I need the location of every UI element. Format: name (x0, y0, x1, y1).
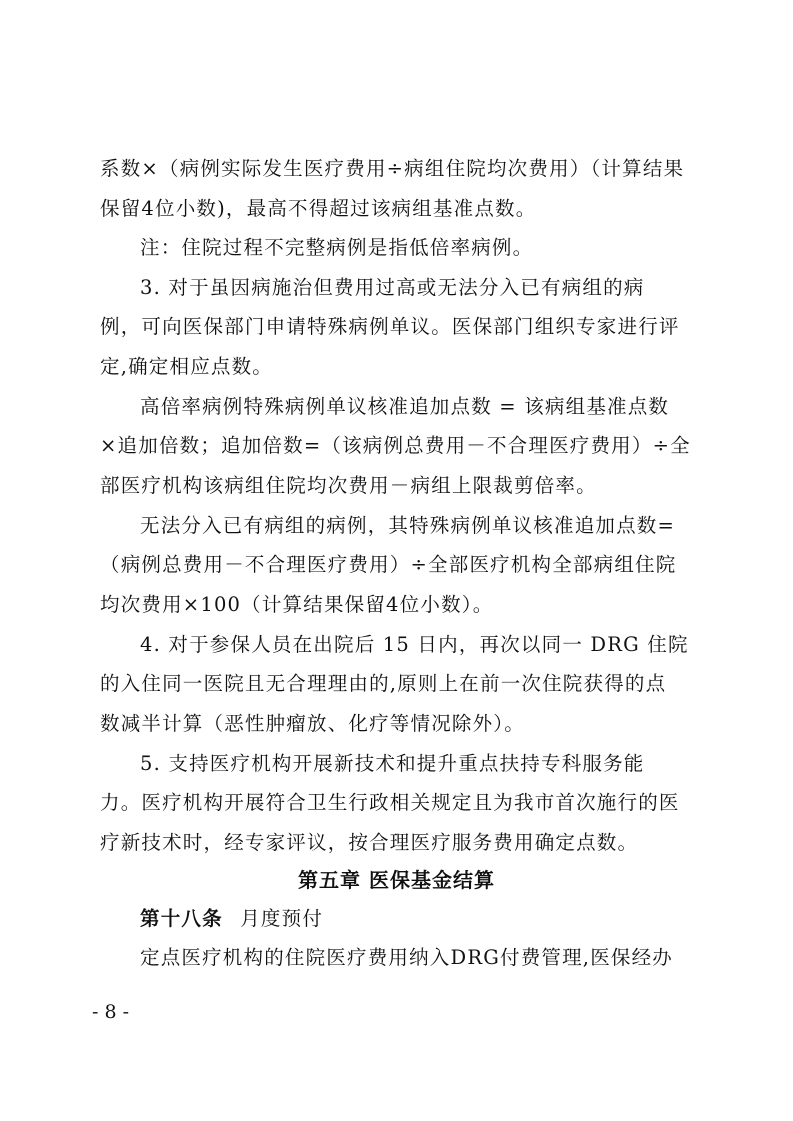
page-number: - 8 - (92, 1001, 130, 1023)
article-heading (140, 905, 700, 933)
paragraph-line: 3. 对于虽因病施治但费用过高或无法分入已有病组的病 (140, 276, 645, 299)
formula-line: 高倍率病例特殊病例单议核准追加点数 = 该病组基准点数 (140, 395, 670, 418)
paragraph-line: 的入住同一医院且无合理理由的,原则上在前一次住院获得的点 (100, 672, 667, 695)
note-line: 注：住院过程不完整病例是指低倍率病例。 (140, 236, 534, 259)
paragraph-line: 疗新技术时，经专家评议，按合理医疗服务费用确定点数。 (100, 831, 639, 854)
paragraph-line: 力。医疗机构开展符合卫生行政相关规定且为我市首次施行的医 (100, 791, 680, 814)
article-title: 月度预付 (240, 907, 324, 930)
paragraph-line: 5. 支持医疗机构开展新技术和提升重点扶持专科服务能 (140, 752, 645, 775)
paragraph-line: 4. 对于参保人员在出院后 15 日内，再次以同一 DRG 住院 (140, 633, 689, 656)
formula-line: 均次费用×100（计算结果保留4位小数）。 (100, 593, 494, 616)
chapter-heading: 第五章 医保基金结算 (298, 868, 495, 892)
paragraph-line: 数减半计算（恶性肿瘤放、化疗等情况除外）。 (100, 712, 525, 735)
paragraph-line: 定,确定相应点数。 (100, 355, 273, 378)
formula-line: ×追加倍数；追加倍数=（该病例总费用－不合理医疗费用）÷全 (100, 434, 691, 457)
formula-line: 无法分入已有病组的病例，其特殊病例单议核准追加点数= (140, 514, 676, 537)
paragraph-line: 保留4位小数)，最高不得超过该病组基准点数。 (100, 197, 537, 220)
formula-line: （病例总费用－不合理医疗费用）÷全部医疗机构全部病组住院 (100, 553, 677, 576)
paragraph-line: 定点医疗机构的住院医疗费用纳入DRG付费管理,医保经办 (140, 946, 673, 969)
paragraph-line: 例，可向医保部门申请特殊病例单议。医保部门组织专家进行评 (100, 315, 680, 338)
paragraph-line: 系数×（病例实际发生医疗费用÷病组住院均次费用）（计算结果 (100, 157, 685, 180)
article-label: 第十八条 (140, 907, 223, 930)
formula-line: 部医疗机构该病组住院均次费用－病组上限裁剪倍率。 (100, 474, 597, 497)
